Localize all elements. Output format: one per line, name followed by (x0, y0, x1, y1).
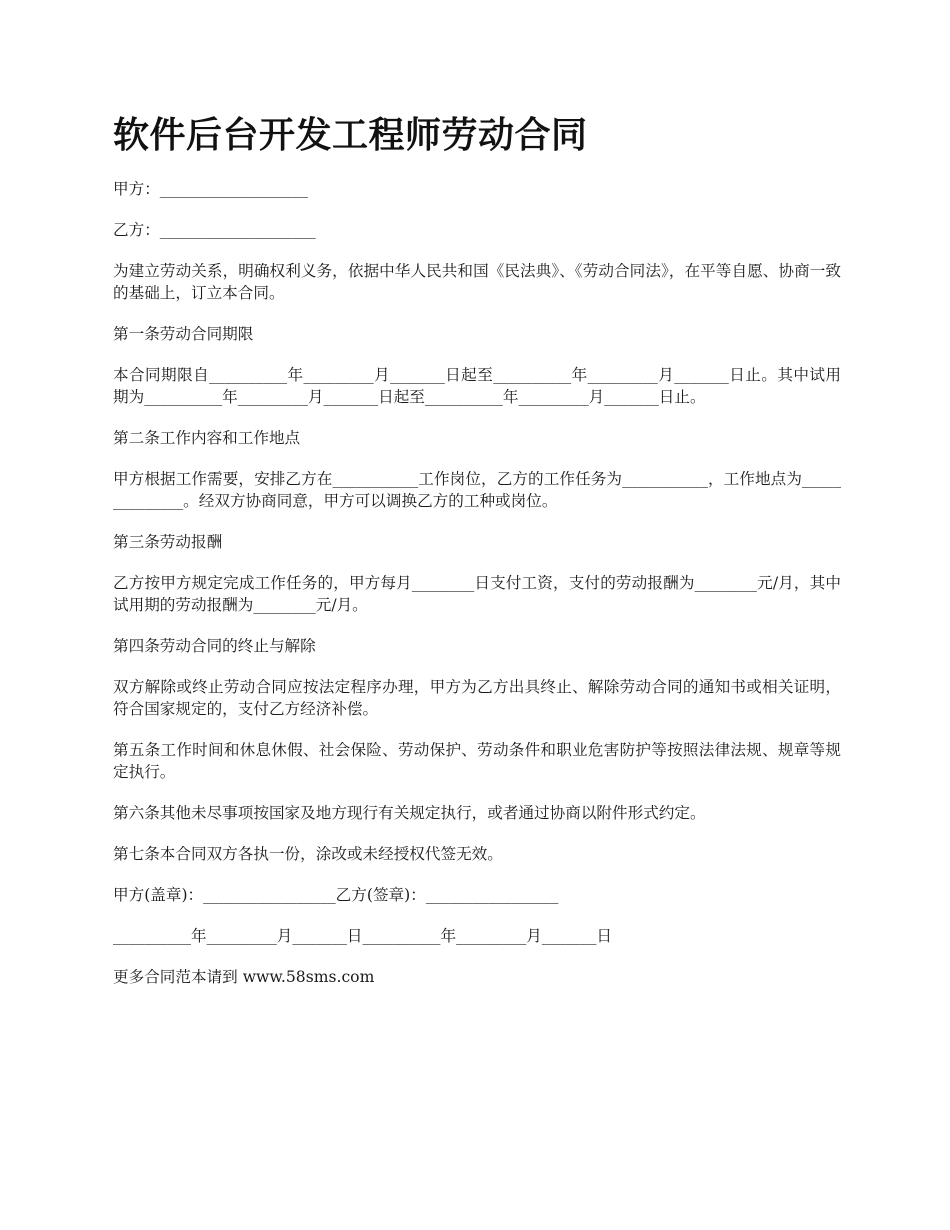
signature-line: 甲方(盖章)：_________________乙方(签章)：_________________ (113, 886, 559, 904)
article-3-heading: 第三条劳动报酬 (113, 533, 223, 551)
article-1-body: 本合同期限自__________年_________月_______日起至__________年_________月_______日止。其中试用期为__________年_________月_______日起至__________年_________月_______日止。 (113, 366, 841, 406)
document-title: 软件后台开发工程师劳动合同 (113, 115, 588, 156)
party-b-line: 乙方：____________________ (113, 221, 316, 239)
article-6-paragraph: 第六条其他未尽事项按国家及地方现行有关规定执行，或者通过协商以附件形式约定。 (113, 804, 706, 822)
footer-source-note: 更多合同范本请到 www.58sms.com (113, 968, 375, 986)
preamble-paragraph: 为建立劳动关系，明确权利义务，依据中华人民共和国《民法典》、《劳动合同法》，在平等自愿、协商一致的基础上，订立本合同。 (113, 262, 841, 302)
article-4-body: 双方解除或终止劳动合同应按法定程序办理，甲方为乙方出具终止、解除劳动合同的通知书或相关证明，符合国家规定的，支付乙方经济补偿。 (113, 678, 841, 718)
contract-document (113, 112, 841, 1007)
article-2-heading: 第二条工作内容和工作地点 (113, 429, 301, 447)
article-7-paragraph: 第七条本合同双方各执一份，涂改或未经授权代签无效。 (113, 845, 503, 863)
article-4-heading: 第四条劳动合同的终止与解除 (113, 637, 316, 655)
article-2-body: 甲方根据工作需要，安排乙方在___________工作岗位，乙方的工作任务为___________，工作地点为______________。经双方协商同意，甲方可以调换乙方的工种或岗位。 (113, 470, 841, 510)
signature-date-line: __________年_________月_______日__________年_________月_______日 (113, 927, 613, 945)
article-1-heading: 第一条劳动合同期限 (113, 325, 254, 343)
article-5-paragraph: 第五条工作时间和休息休假、社会保险、劳动保护、劳动条件和职业危害防护等按照法律法规、规章等规定执行。 (113, 741, 841, 781)
party-a-line: 甲方：___________________ (113, 180, 308, 198)
article-3-body: 乙方按甲方规定完成工作任务的，甲方每月________日支付工资，支付的劳动报酬为________元/月，其中试用期的劳动报酬为________元/月。 (113, 574, 841, 614)
